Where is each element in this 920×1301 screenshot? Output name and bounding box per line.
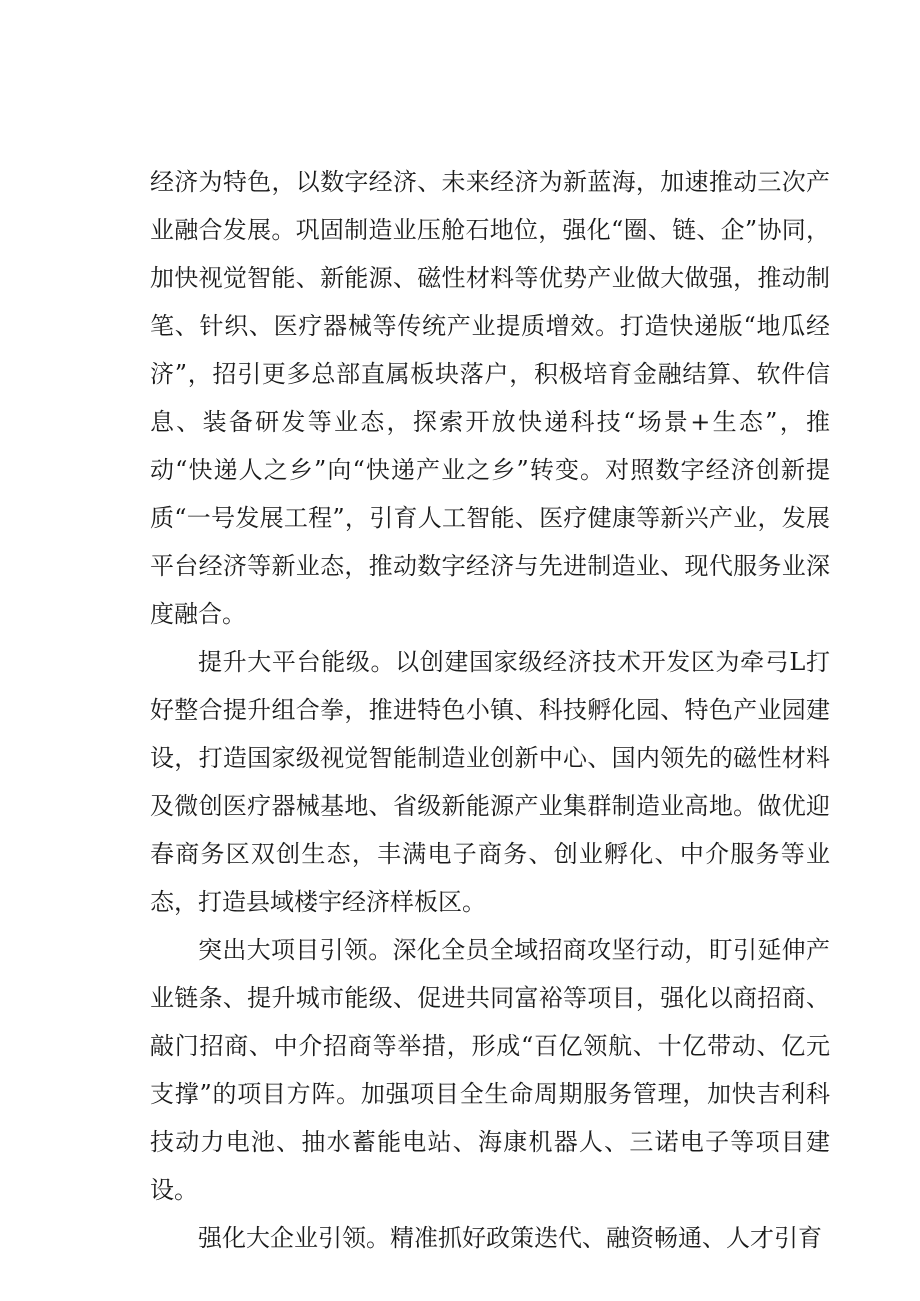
paragraph-large-enterprises: 强化大企业引领。精准抓好政策迭代、融资畅通、人才引育	[198, 1224, 822, 1252]
paragraph-major-projects: 突出大项目引领。深化全员全域招商攻坚行动，盯引延伸产业链条、提升城市能级、促进共同富裕等项目，强化以商招商、敲门招商、中介招商等举措，形成“百亿领航、十亿带动、亿元支撑”的项目方阵。加强项目全生命周期服务管理，加快吉利科技动力电池、抽水蓄能电站、海康机器人、三诺电子等项目建设。	[150, 936, 830, 1204]
document-body	[150, 158, 830, 1262]
paragraph-platform-level: 提升大平台能级。以创建国家级经济技术开发区为牵弓L打好整合提升组合拳，推进特色小镇、科技孵化园、特色产业园建设，打造国家级视觉智能制造业创新中心、国内领先的磁性材料及微创医疗器械基地、省级新能源产业集群制造业高地。做优迎春商务区双创生态，丰满电子商务、创业孵化、中介服务等业态，打造县域楼宇经济样板区。	[150, 648, 830, 916]
paragraph-economy-integration: 经济为特色，以数字经济、未来经济为新蓝海，加速推动三次产业融合发展。巩固制造业压舱石地位，强化“圈、链、企”协同，加快视觉智能、新能源、磁性材料等优势产业做大做强，推动制笔、针织、医疗器械等传统产业提质增效。打造快递版“地瓜经济”，招引更多总部直属板块落户，积极培育金融结算、软件信息、装备研发等业态，探索开放快递科技“场景+生态”，推动“快递人之乡”向“快递产业之乡”转变。对照数字经济创新提质“一号发展工程”，引育人工智能、医疗健康等新兴产业，发展平台经济等新业态，推动数字经济与先进制造业、现代服务业深度融合。	[150, 168, 830, 628]
